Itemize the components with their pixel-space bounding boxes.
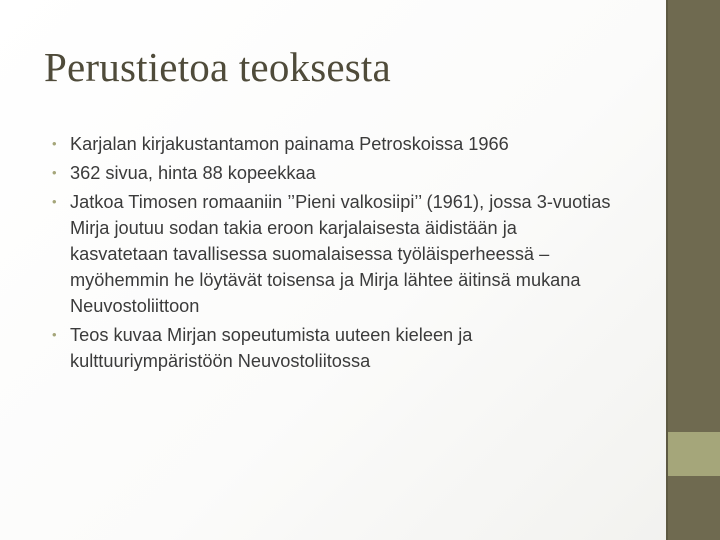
bullet-text: Teos kuvaa Mirjan sopeutumista uuteen kieleen ja kulttuuriympäristöön Neuvostoliitossa <box>70 325 473 371</box>
bullet-text: Jatkoa Timosen romaaniin ’’Pieni valkosiipi’’ (1961), jossa 3-vuotias Mirja joutuu sodan takia eroon karjalaisesta äidistään ja kasvatetaan tavallisessa suomalaisessa työläisperheessä – myöhemmin he löytävät toisensa ja Mirja lähtee äitinsä mukana Neuvostoliittoon <box>70 192 611 316</box>
bullet-icon: • <box>52 165 57 180</box>
bullet-list <box>52 131 612 377</box>
bullet-icon: • <box>52 327 57 342</box>
bullet-text: Karjalan kirjakustantamon painama Petroskoissa 1966 <box>70 134 509 154</box>
slide-title: Perustietoa teoksesta <box>44 44 391 90</box>
bullet-item <box>52 160 612 186</box>
bullet-item <box>52 189 612 319</box>
bullet-item <box>52 322 612 374</box>
bullet-item <box>52 131 612 157</box>
side-accent-block <box>668 432 720 476</box>
bullet-icon: • <box>52 194 57 209</box>
bullet-icon: • <box>52 136 57 151</box>
bullet-text: 362 sivua, hinta 88 kopeekkaa <box>70 163 316 183</box>
